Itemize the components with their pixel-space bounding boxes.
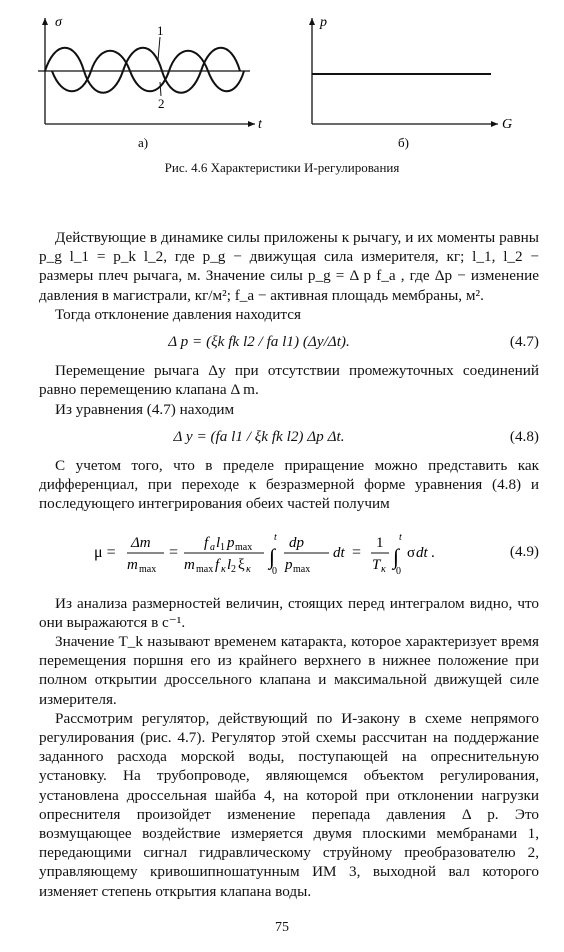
svg-text:1: 1 <box>220 541 225 553</box>
svg-text:l: l <box>216 534 221 551</box>
svg-text:κ: κ <box>221 563 226 575</box>
panel-b-label: б) <box>398 135 409 150</box>
curve-1-label: 1 <box>157 23 164 38</box>
svg-text:=: = <box>169 543 179 561</box>
svg-text:.: . <box>431 544 435 561</box>
equation-4-8-body: Δ y = (fa l1 / ξk fk l2) Δp Δt. <box>173 427 345 445</box>
equation-4-7-body: Δ p = (ξk fk l2 / fa l1) (Δy/Δt). <box>168 333 350 351</box>
svg-text:t: t <box>399 531 402 543</box>
figure-4-6 <box>0 0 564 215</box>
equation-4-9-number: (4.9) <box>509 543 539 561</box>
svg-text:dt: dt <box>333 544 345 561</box>
paragraph-6: Из анализа размерностей величин, стоящих перед интегралом видно, что они выражаются в c⁻¹. <box>39 594 539 631</box>
svg-text:f: f <box>204 534 209 551</box>
figure-caption: Рис. 4.6 Характеристики И-регулирования <box>164 160 400 175</box>
svg-text:dt: dt <box>416 544 428 561</box>
equation-4-8-number: (4.8) <box>509 427 539 445</box>
svg-text:∫: ∫ <box>269 543 276 569</box>
svg-text:σ: σ <box>407 544 416 561</box>
curve-2-leader <box>160 82 161 96</box>
svg-text:max: max <box>139 563 157 575</box>
figure-drawing <box>0 0 564 160</box>
svg-text:∫: ∫ <box>393 543 400 569</box>
paragraph-1: Действующие в динамике силы приложены к рычагу, и их моменты равны p_g l_1 = p_k l_2, где p_g − движущая сила измерителя, кг; l_1, l_2 − размеры плеч рычага, м. Значение силы p_g = Δ p f_a , где Δp − изменение давления в магистрали, кг/м²; f_a − активная площадь мембраны, м². <box>39 229 539 304</box>
svg-text:max: max <box>235 541 253 553</box>
page-body <box>39 228 539 901</box>
equation-4-7 <box>39 332 539 351</box>
svg-text:μ =: μ = <box>94 543 116 561</box>
svg-text:a: a <box>210 541 215 553</box>
svg-text:κ: κ <box>381 563 386 575</box>
panel-a-x-label: t <box>258 117 262 132</box>
svg-text:max: max <box>293 563 311 575</box>
paragraph-5: С учетом того, что в пределе приращение можно представить как дифференциал, при переходе к безразмерной форме уравнения (4.8) и последующего интегрирования обеих частей получим <box>39 457 539 513</box>
paragraph-4: Из уравнения (4.7) находим <box>55 400 235 418</box>
svg-text:dp: dp <box>289 534 304 551</box>
curve-2-label: 2 <box>158 96 165 111</box>
panel-b-y-label: p <box>320 15 327 30</box>
panel-a-y-label: σ <box>55 15 62 30</box>
paragraph-8: Рассмотрим регулятор, действующий по И-закону в схеме непрямого регулирования (рис. 4.7). Регулятор этой схемы рассчитан на поддержание заданного расхода морской воды, поступающей на опреснительную установку. На трубопроводе, являющемся объектом регулирования, установлена дроссельная шайба 4, на которой при отклонении нагрузки опреснителя произойдет изменение перепада давления Δ p. Это возмущающее воздействие измеряется двумя плоскими мембранами 1, передающими сигнал гидравлическому струйному преобразователю 2, управляющему кривошипношатунным ИМ 3, выходной вал которого изменяет степень открытия клапана воды. <box>39 709 539 900</box>
equation-4-7-number: (4.7) <box>509 333 539 351</box>
paragraph-7: Значение T_k называют временем катаракта, которое характеризует время перемещения поршня его из крайнего верхнего в нижнее положение при полном открытии дроссельного клапана и максимальной движущей силе измерителя. <box>39 633 539 708</box>
equation-4-8 <box>39 427 539 446</box>
svg-text:p: p <box>285 556 293 573</box>
svg-text:Δm: Δm <box>131 534 151 551</box>
svg-text:max: max <box>196 563 214 575</box>
equation-4-9 <box>39 528 539 576</box>
svg-text:κ: κ <box>246 563 251 575</box>
svg-text:2: 2 <box>231 563 236 575</box>
panel-b-x-label: G <box>502 117 513 132</box>
svg-text:T: T <box>372 556 381 573</box>
svg-text:=: = <box>352 543 362 561</box>
svg-text:m: m <box>127 556 138 573</box>
svg-text:ξ: ξ <box>238 556 245 573</box>
svg-text:1: 1 <box>376 534 384 551</box>
page-number: 75 <box>275 920 289 935</box>
svg-text:t: t <box>274 531 277 543</box>
svg-text:0: 0 <box>396 565 401 576</box>
paragraph-2: Тогда отклонение давления находится <box>55 305 301 323</box>
curve-1-leader <box>158 37 160 60</box>
paragraph-3: Перемещение рычага Δy при отсутствии промежуточных соединений равно перемещению клапана Δ m. <box>39 362 539 399</box>
equation-4-9-formula <box>39 528 459 576</box>
svg-text:l: l <box>227 556 232 573</box>
svg-text:f: f <box>215 556 220 573</box>
curve-1 <box>45 48 240 93</box>
svg-text:0: 0 <box>272 565 277 576</box>
svg-text:m: m <box>184 556 195 573</box>
svg-text:p: p <box>227 534 235 551</box>
panel-a-label: а) <box>138 135 149 150</box>
equation-4-9-body <box>39 528 479 576</box>
